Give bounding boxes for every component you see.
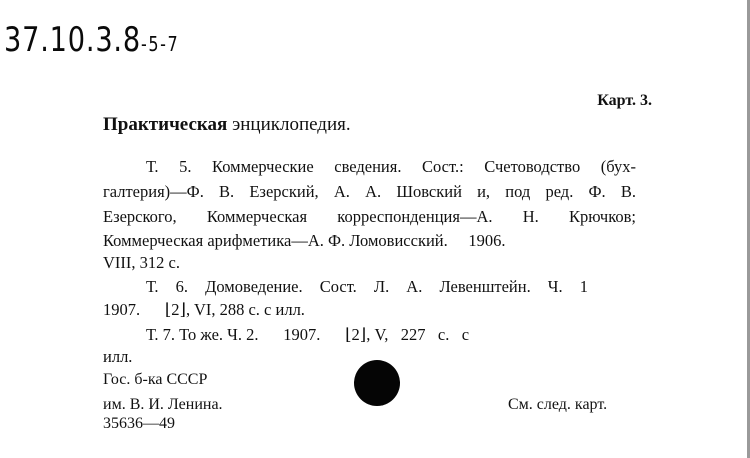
- entry-line: [103, 182, 636, 202]
- card-number: Карт. 3.: [597, 92, 652, 109]
- entry-text: 1907. ⌊2⌋, VI, 288 с. с илл.: [103, 300, 305, 319]
- title-bold: Практическая: [103, 114, 228, 135]
- library-name-line2: им. В. И. Ленина.: [103, 396, 223, 413]
- library-name-line1: Гос. б-ка СССР: [103, 371, 208, 388]
- card-title: [103, 114, 351, 136]
- continued-note: См. след. карт.: [508, 396, 608, 413]
- entry-line: [103, 300, 305, 320]
- entry-line: [103, 207, 636, 227]
- entry-line: [146, 157, 636, 177]
- call-number: [4, 20, 179, 60]
- entry-text: Т. 6. Домоведение. Сост. Л. А. Левенштейн. Ч. 1: [146, 277, 588, 296]
- entry-text: VIII, 312 с.: [103, 253, 180, 272]
- order-number: 35636—49: [103, 415, 175, 432]
- entry-line: [103, 347, 132, 367]
- entry-line: [146, 277, 588, 297]
- call-number-main: 37.10.3.8: [4, 20, 141, 60]
- title-rest: энциклопедия.: [232, 114, 351, 135]
- entry-line: [103, 253, 180, 273]
- entry-text: Т. 5. Коммерческие сведения. Сост.: Счетоводство (бух-: [146, 157, 636, 176]
- entry-text: Коммерческая арифметика—А. Ф. Ломовисский. 1906.: [103, 231, 506, 250]
- entry-text: илл.: [103, 347, 133, 366]
- call-number-suffix: -5-7: [140, 32, 180, 56]
- entry-line: [146, 325, 469, 345]
- entry-text: Езерского, Коммерческая корреспонденция—А. Н. Крючков;: [103, 207, 636, 226]
- entry-line: [103, 231, 594, 251]
- punch-hole: [354, 360, 400, 406]
- entry-text: Т. 7. То же. Ч. 2. 1907. ⌊2⌋, V, 227 с. с: [146, 325, 470, 344]
- entry-text: галтерия)—Ф. В. Езерский, А. А. Шовский и, под ред. Ф. В.: [103, 182, 636, 201]
